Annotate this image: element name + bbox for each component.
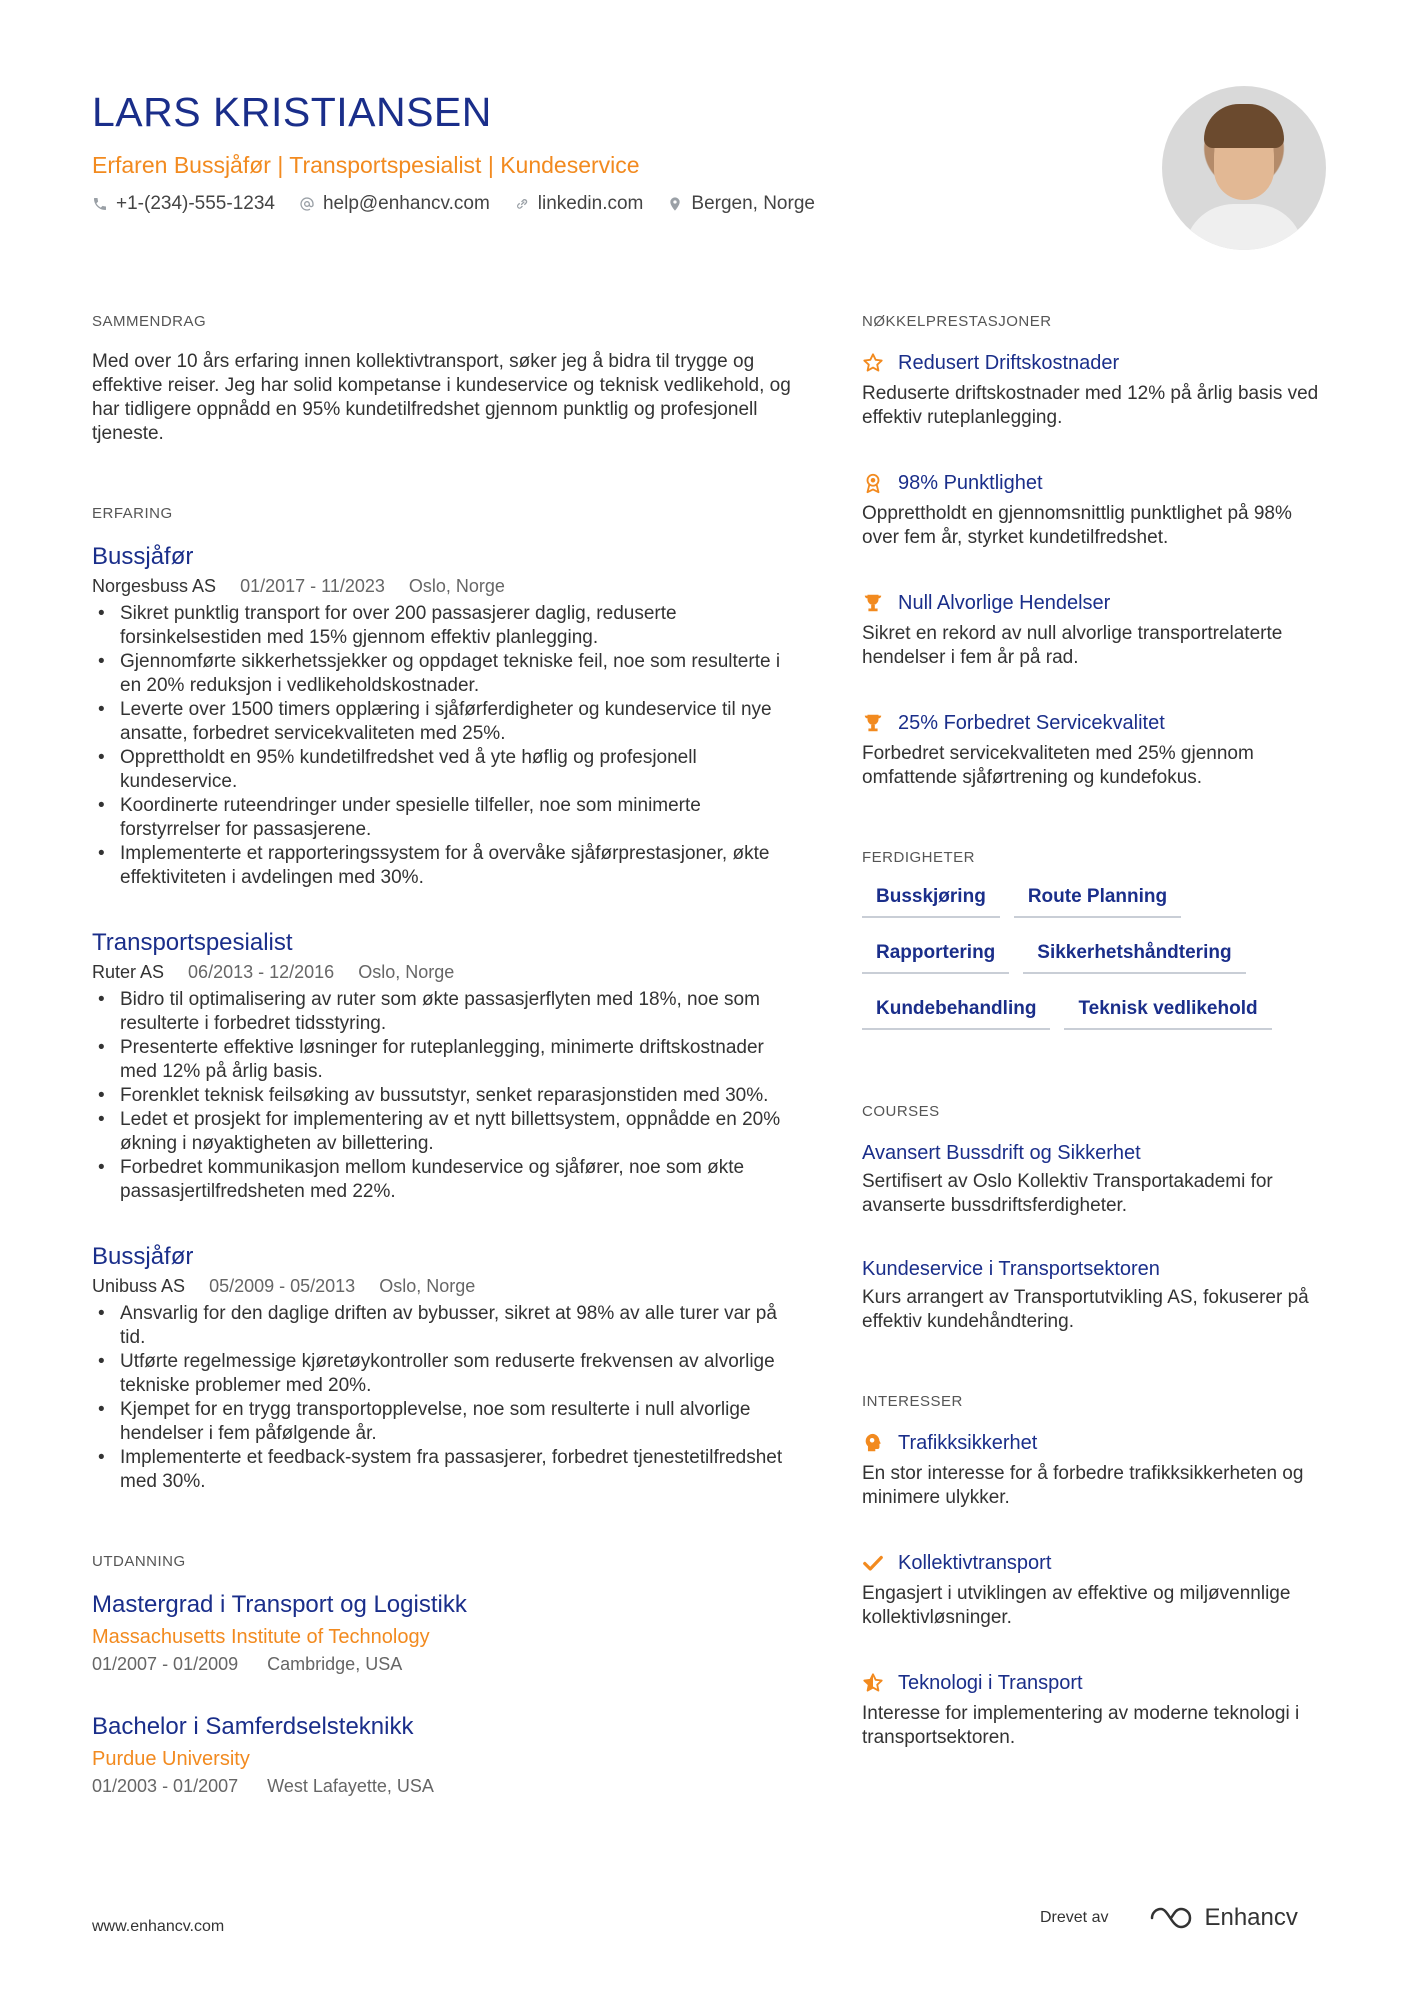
brand-name: Enhancv (1204, 1904, 1298, 1931)
education-location: Cambridge, USA (267, 1654, 403, 1674)
job-bullet: • Kjempet for en trygg transportopplevelse, noe som resulterte i null alvorlige hendelser i fem påfølgende år. (92, 1398, 792, 1446)
right-column (862, 312, 1332, 1808)
job-bullet: • Bidro til optimalisering av ruter som økte passasjerflyten med 18%, noe som resulterte i forbedret tidsstyring. (92, 988, 792, 1036)
achievement-desc: Sikret en rekord av null alvorlige transportrelaterte hendelser i fem år på rad. (862, 623, 1283, 668)
achievements-title: NØKKELPRESTASJONER (862, 313, 1052, 330)
job-title: Bussjåfør (92, 1243, 194, 1270)
job-title: Transportspesialist (92, 929, 293, 956)
job-meta (92, 574, 792, 598)
job-company: Ruter AS (92, 962, 165, 982)
education-degree: Mastergrad i Transport og Logistikk (92, 1591, 467, 1618)
achievement-desc: Reduserte driftskostnader med 12% på årlig basis ved effektiv ruteplanlegging. (862, 383, 1319, 428)
check-icon (862, 1552, 884, 1574)
phone-text: +1-(234)-555-1234 (116, 193, 275, 214)
job-entry (92, 928, 792, 1204)
achievement-title: 98% Punktlighet (898, 472, 1043, 494)
contact-email[interactable] (299, 190, 490, 218)
skills-title: FERDIGHETER (862, 849, 976, 866)
resume-header (92, 86, 1142, 218)
job-entry (92, 1242, 792, 1494)
link-icon (514, 196, 530, 212)
skill-tag: Teknisk vedlikehold (1064, 998, 1271, 1030)
job-bullets (92, 602, 792, 890)
skill-tag: Route Planning (1014, 886, 1181, 918)
job-bullet: • Koordinerte ruteendringer under spesielle tilfeller, noe som minimerte forstyrrelser for passasjerene. (92, 794, 792, 842)
job-meta (92, 1274, 792, 1298)
skill-tag: Busskjøring (862, 886, 1000, 918)
achievements-section (862, 312, 1332, 790)
education-dates: 01/2007 - 01/2009 (92, 1654, 239, 1674)
job-bullet: • Sikret punktlig transport for over 200 passasjerer daglig, reduserte forsinkelsestiden med 15% gjennom effektiv planlegging. (92, 602, 792, 650)
email-text: help@enhancv.com (322, 193, 490, 214)
achievement-item (862, 470, 1332, 550)
job-entry (92, 542, 792, 890)
summary-title: SAMMENDRAG (92, 313, 207, 330)
location-text: Bergen, Norge (691, 193, 815, 214)
interest-desc: Engasjert i utviklingen av effektive og miljøvennlige kollektivløsninger. (862, 1583, 1291, 1628)
interest-title: Teknologi i Transport (898, 1672, 1083, 1694)
achievement-item (862, 710, 1332, 790)
achievement-desc: Forbedret servicekvaliteten med 25% gjennom omfattende sjåførtrening og kundefokus. (862, 743, 1254, 788)
job-dates: 05/2009 - 05/2013 (209, 1276, 356, 1296)
job-bullet: • Ansvarlig for den daglige driften av bybusser, sikret at 98% av alle turer var på tid. (92, 1302, 792, 1350)
education-location: West Lafayette, USA (267, 1776, 434, 1796)
job-bullet: • Opprettholdt en 95% kundetilfredshet ved å yte høflig og profesjonell kundeservice. (92, 746, 792, 794)
education-school: Purdue University (92, 1748, 250, 1770)
achievement-desc: Opprettholdt en gjennomsnittlig punktlighet på 98% over fem år, styrket kundetilfredshet. (862, 503, 1292, 548)
trophy-icon (862, 592, 884, 614)
courses-title: COURSES (862, 1103, 940, 1120)
interest-desc: En stor interesse for å forbedre trafikksikkerheten og minimere ulykker. (862, 1463, 1304, 1508)
job-location: Oslo, Norge (358, 962, 455, 982)
job-meta (92, 960, 792, 984)
skill-tag: Rapportering (862, 942, 1009, 974)
interests-title: INTERESSER (862, 1393, 963, 1410)
job-location: Oslo, Norge (379, 1276, 476, 1296)
job-dates: 01/2017 - 11/2023 (240, 576, 385, 596)
education-meta (92, 1652, 792, 1676)
skills-section (862, 848, 1332, 1054)
job-bullets (92, 1302, 792, 1494)
education-title: UTDANNING (92, 1553, 186, 1570)
job-location: Oslo, Norge (408, 576, 505, 596)
education-school: Massachusetts Institute of Technology (92, 1626, 430, 1648)
powered-by-text: Drevet av (1040, 1909, 1109, 1926)
education-section (92, 1552, 792, 1798)
course-title: Kundeservice i Transportsektoren (862, 1258, 1160, 1280)
job-bullet: • Forbedret kommunikasjon mellom kundeservice og sjåfører, noe som økte passasjertilfredsheten med 22%. (92, 1156, 792, 1204)
profile-photo (1162, 86, 1326, 250)
candidate-name: LARS KRISTIANSEN (92, 89, 492, 135)
course-desc: Kurs arrangert av Transportutvikling AS, fokuserer på effektiv kundehåndtering. (862, 1287, 1309, 1332)
achievement-title: Redusert Driftskostnader (898, 352, 1120, 374)
course-title: Avansert Bussdrift og Sikkerhet (862, 1142, 1141, 1164)
trophy-icon (862, 712, 884, 734)
contact-info (92, 190, 1142, 218)
candidate-headline: Erfaren Bussjåfør | Transportspesialist | Kundeservice (92, 152, 640, 178)
interest-item (862, 1550, 1332, 1630)
job-title: Bussjåfør (92, 543, 194, 570)
education-degree: Bachelor i Samferdselsteknikk (92, 1713, 414, 1740)
course-item (862, 1140, 1332, 1218)
linkedin-text: linkedin.com (537, 193, 644, 214)
star-half-icon (862, 1672, 884, 1694)
summary-text: Med over 10 års erfaring innen kollektivtransport, søker jeg å bidra til trygge og effektive reiser. Jeg har solid kompetanse i kundeservice og teknisk vedlikehold, og har tidligere oppnådd en 95% kundetilfredshet gjennom punktlig og profesjonell tjeneste. (92, 351, 791, 444)
course-item (862, 1256, 1332, 1334)
interest-item (862, 1430, 1332, 1510)
skill-tag: Kundebehandling (862, 998, 1050, 1030)
education-entry (92, 1712, 792, 1798)
interest-item (862, 1670, 1332, 1750)
job-bullet: • Ledet et prosjekt for implementering av et nytt billettsystem, oppnådde en 20% økning i nøyaktigheten av billettering. (92, 1108, 792, 1156)
skill-tag: Sikkerhetshåndtering (1023, 942, 1245, 974)
head-icon (862, 1432, 884, 1454)
interest-title: Trafikksikkerhet (898, 1432, 1038, 1454)
interest-desc: Interesse for implementering av moderne teknologi i transportsektoren. (862, 1703, 1300, 1748)
medal-icon (862, 472, 884, 494)
achievement-title: Null Alvorlige Hendelser (898, 592, 1111, 614)
job-bullet: • Forenklet teknisk feilsøking av bussutstyr, senket reparasjonstiden med 30%. (92, 1084, 792, 1108)
education-meta (92, 1774, 792, 1798)
job-bullet: • Implementerte et rapporteringssystem for å overvåke sjåførprestasjoner, økte effektiviteten i avdelingen med 30%. (92, 842, 792, 890)
contact-linkedin[interactable] (514, 190, 644, 218)
skills-list (862, 886, 1322, 1054)
phone-icon (92, 196, 108, 212)
education-dates: 01/2003 - 01/2007 (92, 1776, 239, 1796)
footer-branding (1040, 1904, 1298, 1932)
job-bullet: • Presenterte effektive løsninger for ruteplanlegging, minimerte driftskostnader med 12% på årlig basis. (92, 1036, 792, 1084)
job-company: Unibuss AS (92, 1276, 186, 1296)
interests-section (862, 1392, 1332, 1750)
job-bullets (92, 988, 792, 1204)
interest-title: Kollektivtransport (898, 1552, 1052, 1574)
achievement-item (862, 350, 1332, 430)
achievement-title: 25% Forbedret Servicekvalitet (898, 712, 1165, 734)
job-company: Norgesbuss AS (92, 576, 217, 596)
job-dates: 06/2013 - 12/2016 (188, 962, 335, 982)
footer-website[interactable]: www.enhancv.com (92, 1918, 225, 1935)
brand-logo[interactable] (1148, 1904, 1297, 1932)
summary-section (92, 312, 792, 446)
achievement-item (862, 590, 1332, 670)
left-column (92, 312, 792, 1856)
course-desc: Sertifisert av Oslo Kollektiv Transportakademi for avanserte bussdriftsferdigheter. (862, 1171, 1273, 1216)
contact-phone (92, 190, 275, 218)
star-outline-icon (862, 352, 884, 374)
experience-section (92, 504, 792, 1494)
courses-section (862, 1102, 1332, 1334)
location-pin-icon (667, 196, 683, 212)
job-bullet: • Leverte over 1500 timers opplæring i sjåførferdigheter og kundeservice til nye ansatte, forbedret servicekvaliteten med 25%. (92, 698, 792, 746)
enhancv-logo-icon (1148, 1905, 1196, 1931)
job-bullet: • Gjennomførte sikkerhetssjekker og oppdaget tekniske feil, noe som resulterte i en 20% reduksjon i vedlikeholdskostnader. (92, 650, 792, 698)
at-icon (299, 196, 315, 212)
job-bullet: • Utførte regelmessige kjøretøykontroller som reduserte frekvensen av alvorlige tekniske problemer med 20%. (92, 1350, 792, 1398)
job-bullet: • Implementerte et feedback-system fra passasjerer, forbedret tjenestetilfredshet med 30%. (92, 1446, 792, 1494)
contact-location (667, 190, 815, 218)
education-entry (92, 1590, 792, 1676)
experience-title: ERFARING (92, 505, 173, 522)
